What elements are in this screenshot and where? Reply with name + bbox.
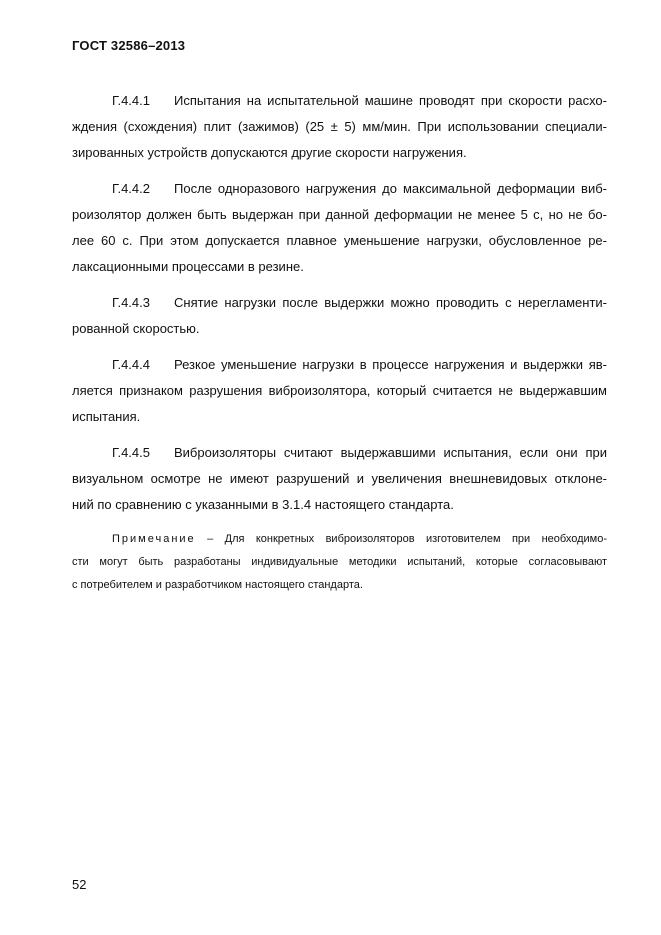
clause-g-4-4-1 <box>72 88 607 166</box>
clause-number: Г.4.4.4 <box>112 357 150 372</box>
clause-text-line: Испытания на испытательной машине проводят при скорости расхо- <box>174 93 607 108</box>
clause-text-line: ляется признаком разрушения виброизолятора, который считается не выдержавшим <box>72 383 607 398</box>
clause-text-line: Снятие нагрузки после выдержки можно проводить с нерегламенти- <box>174 295 607 310</box>
clause-text-line: ний по сравнению с указанными в 3.1.4 настоящего стандарта. <box>72 497 454 512</box>
note-text-line: сти могут быть разработаны индивидуальные методики испытаний, которые согласовывают <box>72 556 607 568</box>
note-text-line: – Для конкретных виброизоляторов изготовителем при необходимо- <box>207 533 607 545</box>
clause-number: Г.4.4.5 <box>112 445 150 460</box>
note <box>72 528 607 597</box>
clause-text-line: зированных устройств допускаются другие скорости нагружения. <box>72 145 467 160</box>
clause-g-4-4-2 <box>72 176 607 280</box>
clause-text-line: лаксационными процессами в резине. <box>72 259 304 274</box>
clause-text-line: лее 60 с. При этом допускается плавное уменьшение нагрузки, обусловленное ре- <box>72 233 607 248</box>
document-body <box>72 88 607 607</box>
clause-text-line: испытания. <box>72 409 141 424</box>
clause-text-line: рованной скоростью. <box>72 321 200 336</box>
clause-text-line: Резкое уменьшение нагрузки в процессе нагружения и выдержки яв- <box>174 357 607 372</box>
clause-text-line: После одноразового нагружения до максимальной деформации виб- <box>174 181 607 196</box>
clause-number: Г.4.4.1 <box>112 93 150 108</box>
note-text-line: с потребителем и разработчиком настоящего стандарта. <box>72 579 363 591</box>
clause-text-line: визуальном осмотре не имеют разрушений и увеличения внешневидовых отклоне- <box>72 471 607 486</box>
page-number: 52 <box>72 877 87 892</box>
clause-text-line: Виброизоляторы считают выдержавшими испытания, если они при <box>174 445 607 460</box>
clause-text-line: роизолятор должен быть выдержан при данной деформации не менее 5 с, но не бо- <box>72 207 607 222</box>
document-header: ГОСТ 32586–2013 <box>72 38 186 53</box>
clause-g-4-4-3 <box>72 290 607 342</box>
clause-number: Г.4.4.3 <box>112 295 150 310</box>
clause-g-4-4-4 <box>72 352 607 430</box>
clause-g-4-4-5 <box>72 440 607 518</box>
note-label: Примечание <box>112 533 196 545</box>
clause-text-line: ждения (схождения) плит (зажимов) (25 ± 5) мм/мин. При использовании специали- <box>72 119 607 134</box>
clause-number: Г.4.4.2 <box>112 181 150 196</box>
